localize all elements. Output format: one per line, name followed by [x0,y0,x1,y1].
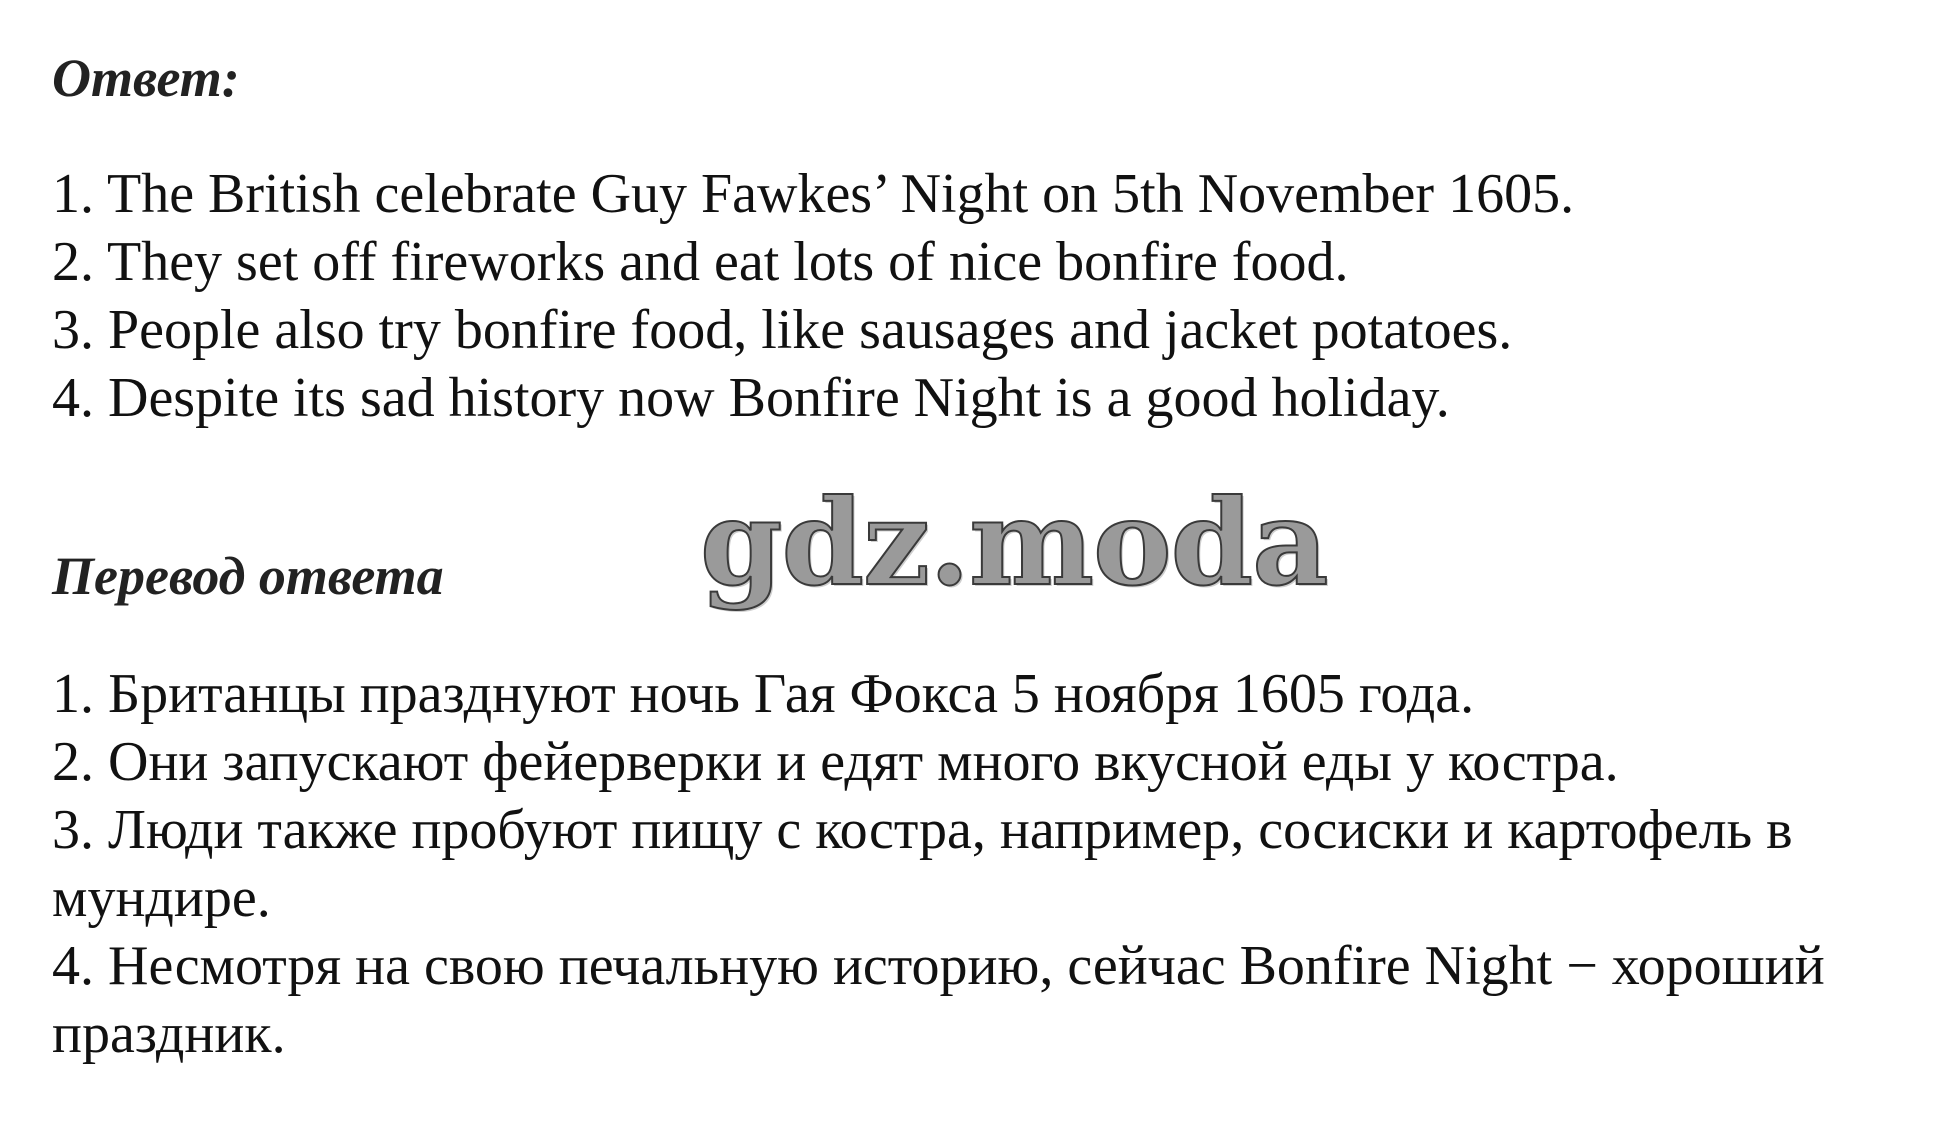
watermark-logo: gdz.moda [700,473,1328,612]
translation-heading: Перевод ответа [52,546,444,606]
answer-item: 1. The British celebrate Guy Fawkes’ Night on 5th November 1605. [52,163,1575,225]
translation-item: 2. Они запускают фейерверки и едят много вкусной еды у костра. [52,731,1619,793]
translation-item: 1. Британцы празднуют ночь Гая Фокса 5 ноября 1605 года. [52,663,1475,725]
answer-item: 4. Despite its sad history now Bonfire Night is a good holiday. [52,367,1450,429]
answer-item: 2. They set off fireworks and eat lots of nice bonfire food. [52,231,1349,293]
answer-item: 3. People also try bonfire food, like sausages and jacket potatoes. [52,299,1513,361]
answer-heading: Ответ: [52,48,240,108]
translation-item: 4. Несмотря на свою печальную историю, сейчас Bonfire Night − хороший праздник. [52,935,1825,1065]
translation-list [52,660,1922,1068]
translation-item: 3. Люди также пробуют пищу с костра, например, сосиски и картофель в мундире. [52,799,1793,929]
answer-list [52,160,1922,432]
